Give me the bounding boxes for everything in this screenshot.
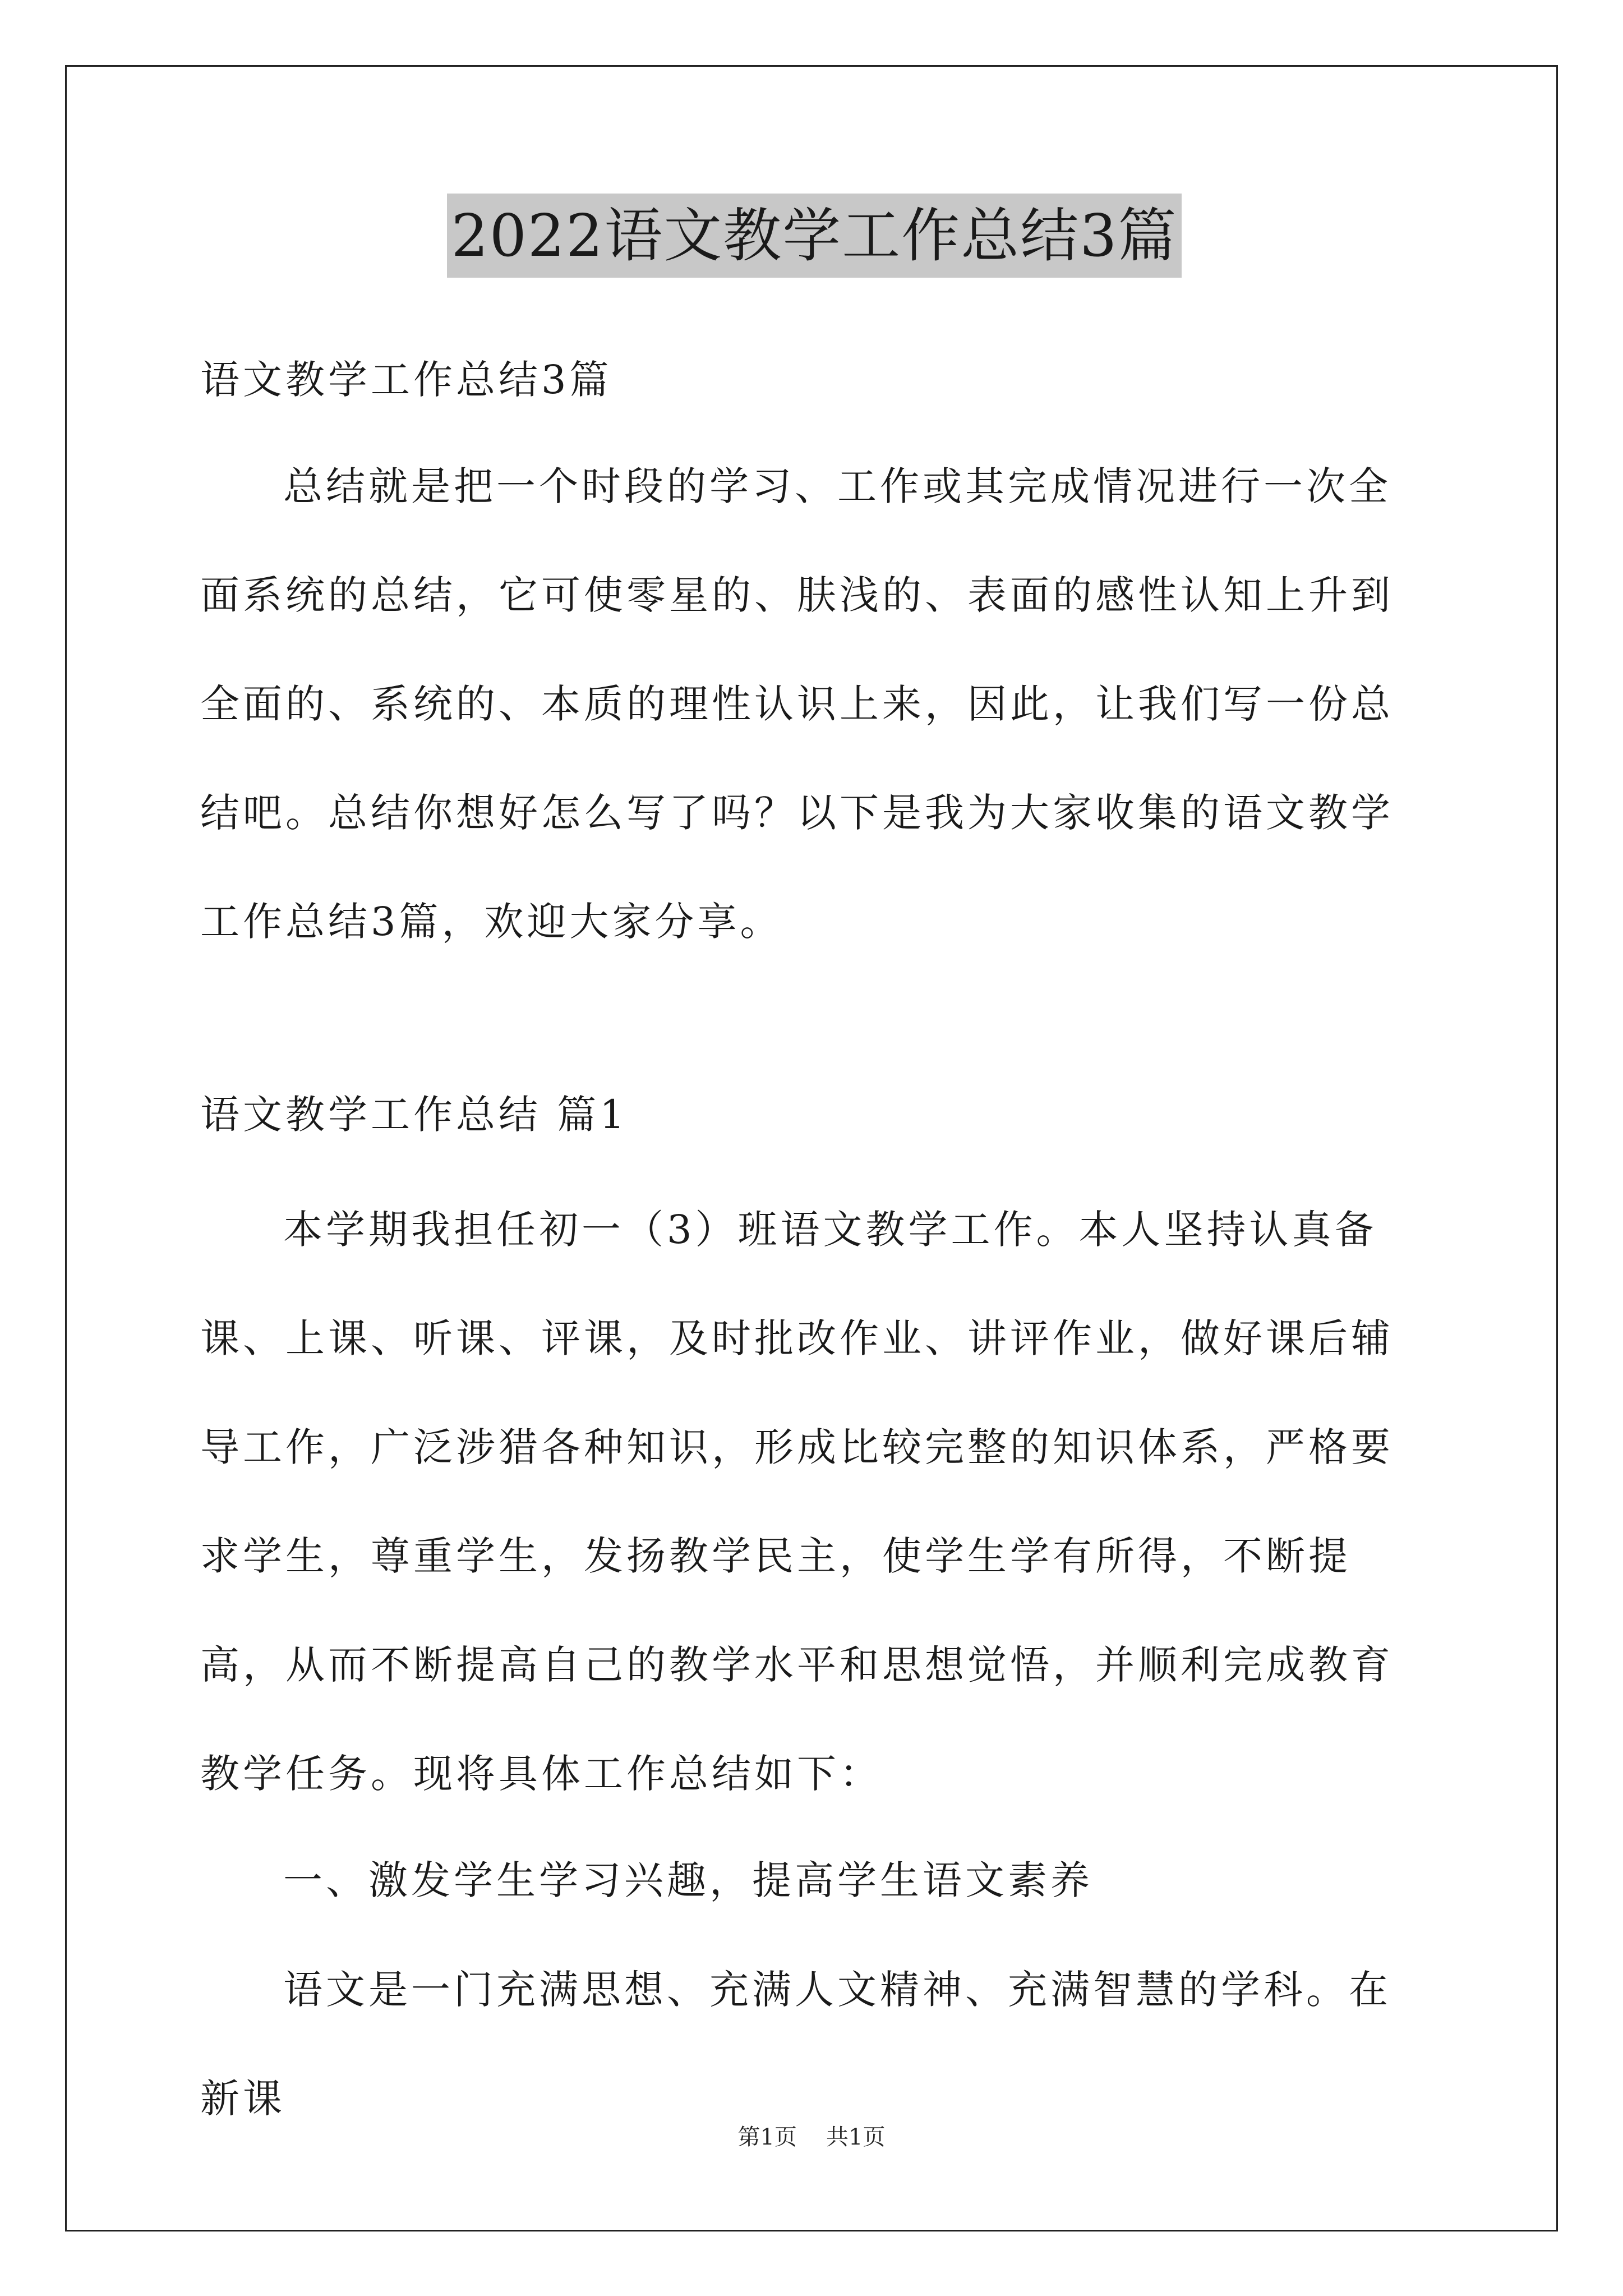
- section-heading-1: 语文教学工作总结 篇1: [200, 1092, 628, 1138]
- page-footer: [0, 2120, 1623, 2154]
- section1-paragraph-1: 本学期我担任初一（3）班语文教学工作。本人坚持认真备课、上课、听课、评课，及时批改作业、讲评作业，做好课后辅导工作，广泛涉猎各种知识，形成比较完整的知识体系，严格要求学生，尊重学生，发扬教学民主，使学生学有所得，不断提高，从而不断提高自己的教学水平和思想觉悟，并顺利完成教育教学任务。现将具体工作总结如下：: [200, 1207, 1394, 1797]
- section1-paragraph-2: 语文是一门充满思想、充满人文精神、充满智慧的学科。在新课: [200, 1967, 1391, 2122]
- title-container: [200, 194, 1428, 278]
- page-total: 共1页: [826, 2124, 886, 2150]
- document-subtitle: 语文教学工作总结3篇: [200, 357, 612, 403]
- document-title: 2022语文教学工作总结3篇: [447, 194, 1182, 278]
- section1-point-1: 一、激发学生学习兴趣，提高学生语文素养: [283, 1857, 1093, 1903]
- page-number: 第1页: [737, 2124, 797, 2150]
- intro-paragraph: 总结就是把一个时段的学习、工作或其完成情况进行一次全面系统的总结，它可使零星的、肤浅的、表面的感性认知上升到全面的、系统的、本质的理性认识上来，因此，让我们写一份总结吧。总结你想好怎么写了吗？以下是我为大家收集的语文教学工作总结3篇，欢迎大家分享。: [200, 463, 1394, 945]
